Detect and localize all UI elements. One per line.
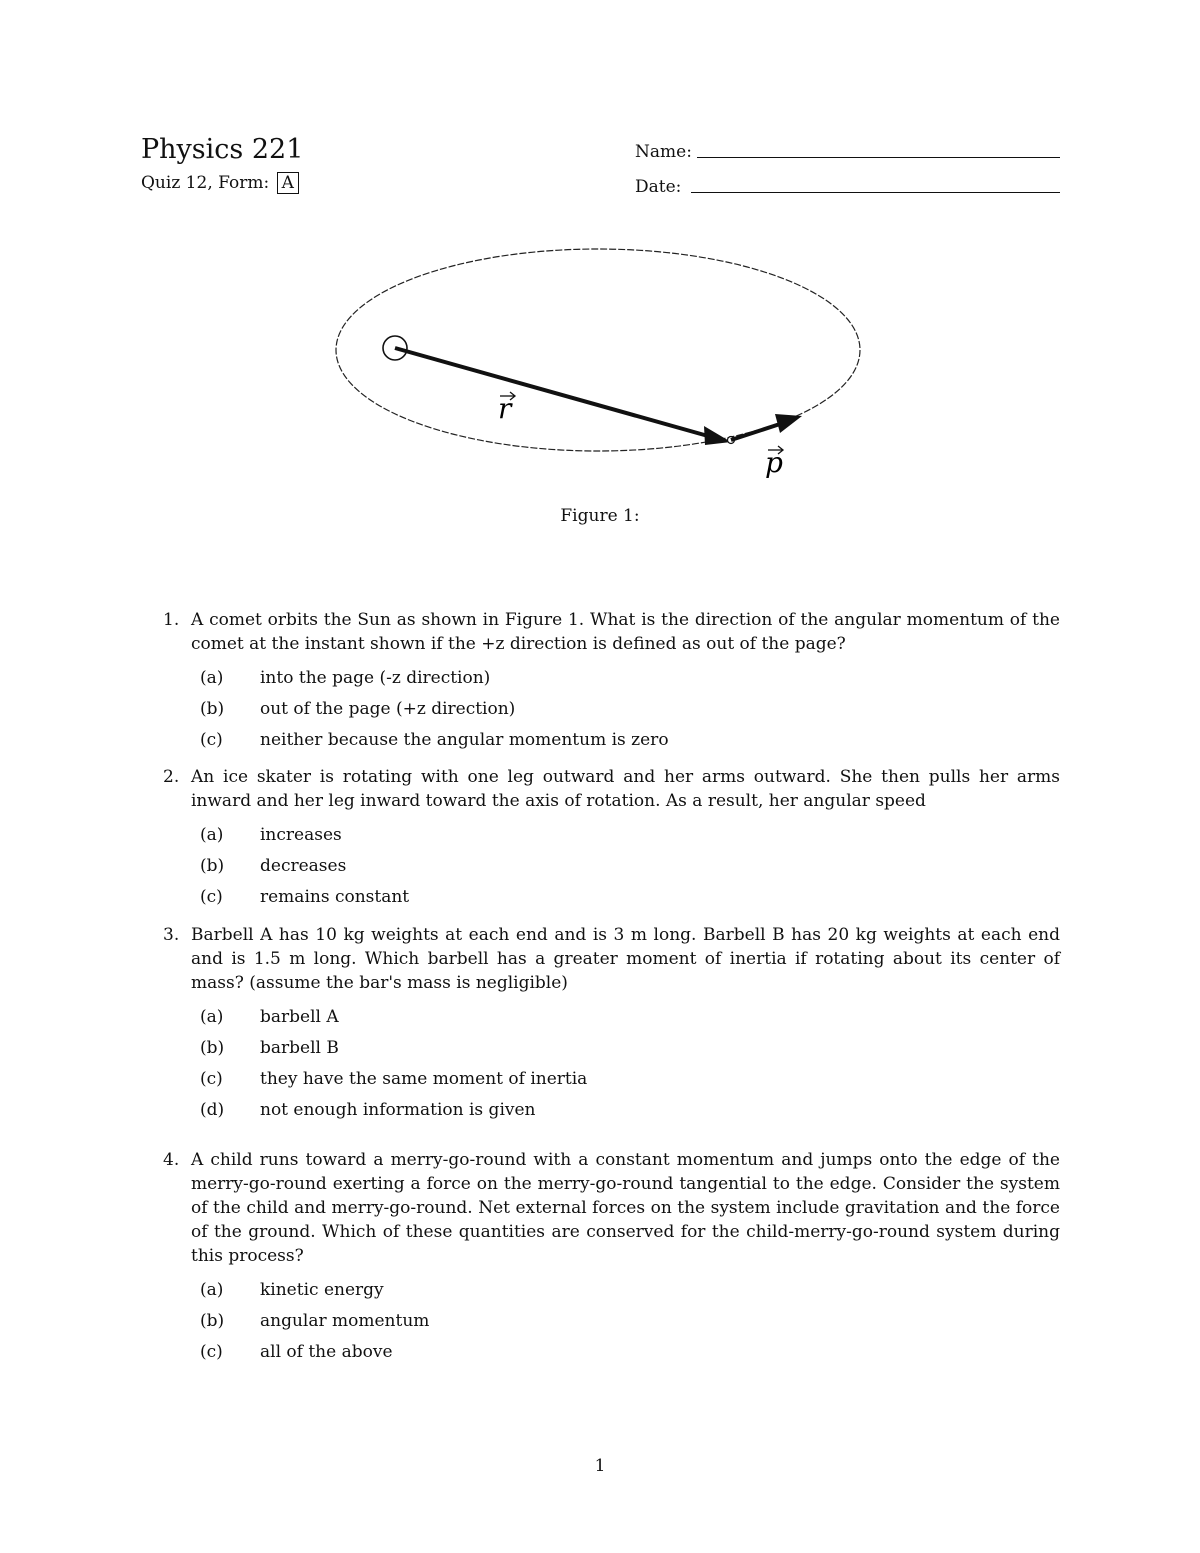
option-text: out of the page (+z direction) xyxy=(260,699,516,719)
option-text: remains constant xyxy=(260,887,410,907)
name-label: Name: xyxy=(635,142,692,162)
figure-caption: Figure 1: xyxy=(560,506,640,526)
question-number: 2. xyxy=(163,767,180,787)
option-text: angular momentum xyxy=(260,1311,430,1331)
option-label: (b) xyxy=(200,1038,225,1058)
option-c xyxy=(163,728,1060,759)
option-label: (c) xyxy=(200,887,223,907)
orbit-figure xyxy=(320,236,880,486)
option-label: (b) xyxy=(200,856,225,876)
option-label: (a) xyxy=(200,1007,224,1027)
option-text: decreases xyxy=(260,856,347,876)
option-a xyxy=(163,666,1060,697)
form-letter-box: A xyxy=(277,172,299,194)
option-a xyxy=(163,1005,1060,1036)
option-label: (c) xyxy=(200,730,223,750)
option-a xyxy=(163,823,1060,854)
option-c xyxy=(163,885,1060,916)
option-b xyxy=(163,1036,1060,1067)
r-vector-label xyxy=(498,392,515,425)
option-a xyxy=(163,1278,1060,1309)
option-label: (a) xyxy=(200,1280,224,1300)
question-1 xyxy=(163,608,1060,759)
option-text: barbell B xyxy=(260,1038,339,1058)
quiz-label: Quiz 12, Form: xyxy=(141,173,270,193)
option-label: (a) xyxy=(200,668,224,688)
option-label: (c) xyxy=(200,1069,223,1089)
question-number: 4. xyxy=(163,1150,180,1170)
option-label: (d) xyxy=(200,1100,225,1120)
question-number: 3. xyxy=(163,925,180,945)
question-text: An ice skater is rotating with one leg outward and her arms outward. She then pulls her arms inward and her leg inward toward the axis of rotation. As a result, her angular speed xyxy=(191,767,1060,811)
question-text: Barbell A has 10 kg weights at each end and is 3 m long. Barbell B has 20 kg weights at each end and is 1.5 m long. Which barbell has a greater moment of inertia if rotating about its center of mass? (assume the bar's mass is negligible) xyxy=(191,925,1060,993)
question-text: A child runs toward a merry-go-round with a constant momentum and jumps onto the edge of the merry-go-round exerting a force on the merry-go-round tangential to the edge. Consider the system of the child and merry-go-round. Net external forces on the system include gravitation and the force of the ground. Which of these quantities are conserved for the child-merry-go-round system during this process? xyxy=(191,1150,1060,1266)
question-4 xyxy=(163,1148,1060,1371)
question-3 xyxy=(163,923,1060,1129)
r-vector-arrowhead xyxy=(704,426,731,445)
option-d xyxy=(163,1098,1060,1129)
page-number: 1 xyxy=(594,1456,606,1476)
option-text: into the page (-z direction) xyxy=(260,668,491,688)
svg-text:p: p xyxy=(765,446,783,479)
p-vector-arrowhead xyxy=(775,414,802,433)
p-vector-line xyxy=(731,424,780,440)
question-text: A comet orbits the Sun as shown in Figure 1. What is the direction of the angular momentum of the comet at the instant shown if the +z direction is defined as out of the page? xyxy=(191,610,1060,654)
option-text: they have the same moment of inertia xyxy=(260,1069,588,1089)
p-vector-label xyxy=(765,446,783,479)
option-text: increases xyxy=(260,825,342,845)
option-b xyxy=(163,854,1060,885)
question-number: 1. xyxy=(163,610,180,630)
option-label: (b) xyxy=(200,699,225,719)
option-text: all of the above xyxy=(260,1342,393,1362)
option-b xyxy=(163,1309,1060,1340)
option-c xyxy=(163,1067,1060,1098)
quiz-form-line xyxy=(141,172,299,194)
r-vector-line xyxy=(395,348,708,436)
option-label: (c) xyxy=(200,1342,223,1362)
date-line xyxy=(691,192,1060,193)
date-label: Date: xyxy=(635,177,682,197)
course-title: Physics 221 xyxy=(141,134,304,165)
question-2 xyxy=(163,765,1060,916)
option-text: neither because the angular momentum is zero xyxy=(260,730,669,750)
option-text: barbell A xyxy=(260,1007,339,1027)
option-label: (b) xyxy=(200,1311,225,1331)
name-line xyxy=(697,157,1060,158)
option-c xyxy=(163,1340,1060,1371)
option-b xyxy=(163,697,1060,728)
option-label: (a) xyxy=(200,825,224,845)
option-text: kinetic energy xyxy=(260,1280,384,1300)
option-text: not enough information is given xyxy=(260,1100,536,1120)
svg-text:r: r xyxy=(498,392,512,425)
